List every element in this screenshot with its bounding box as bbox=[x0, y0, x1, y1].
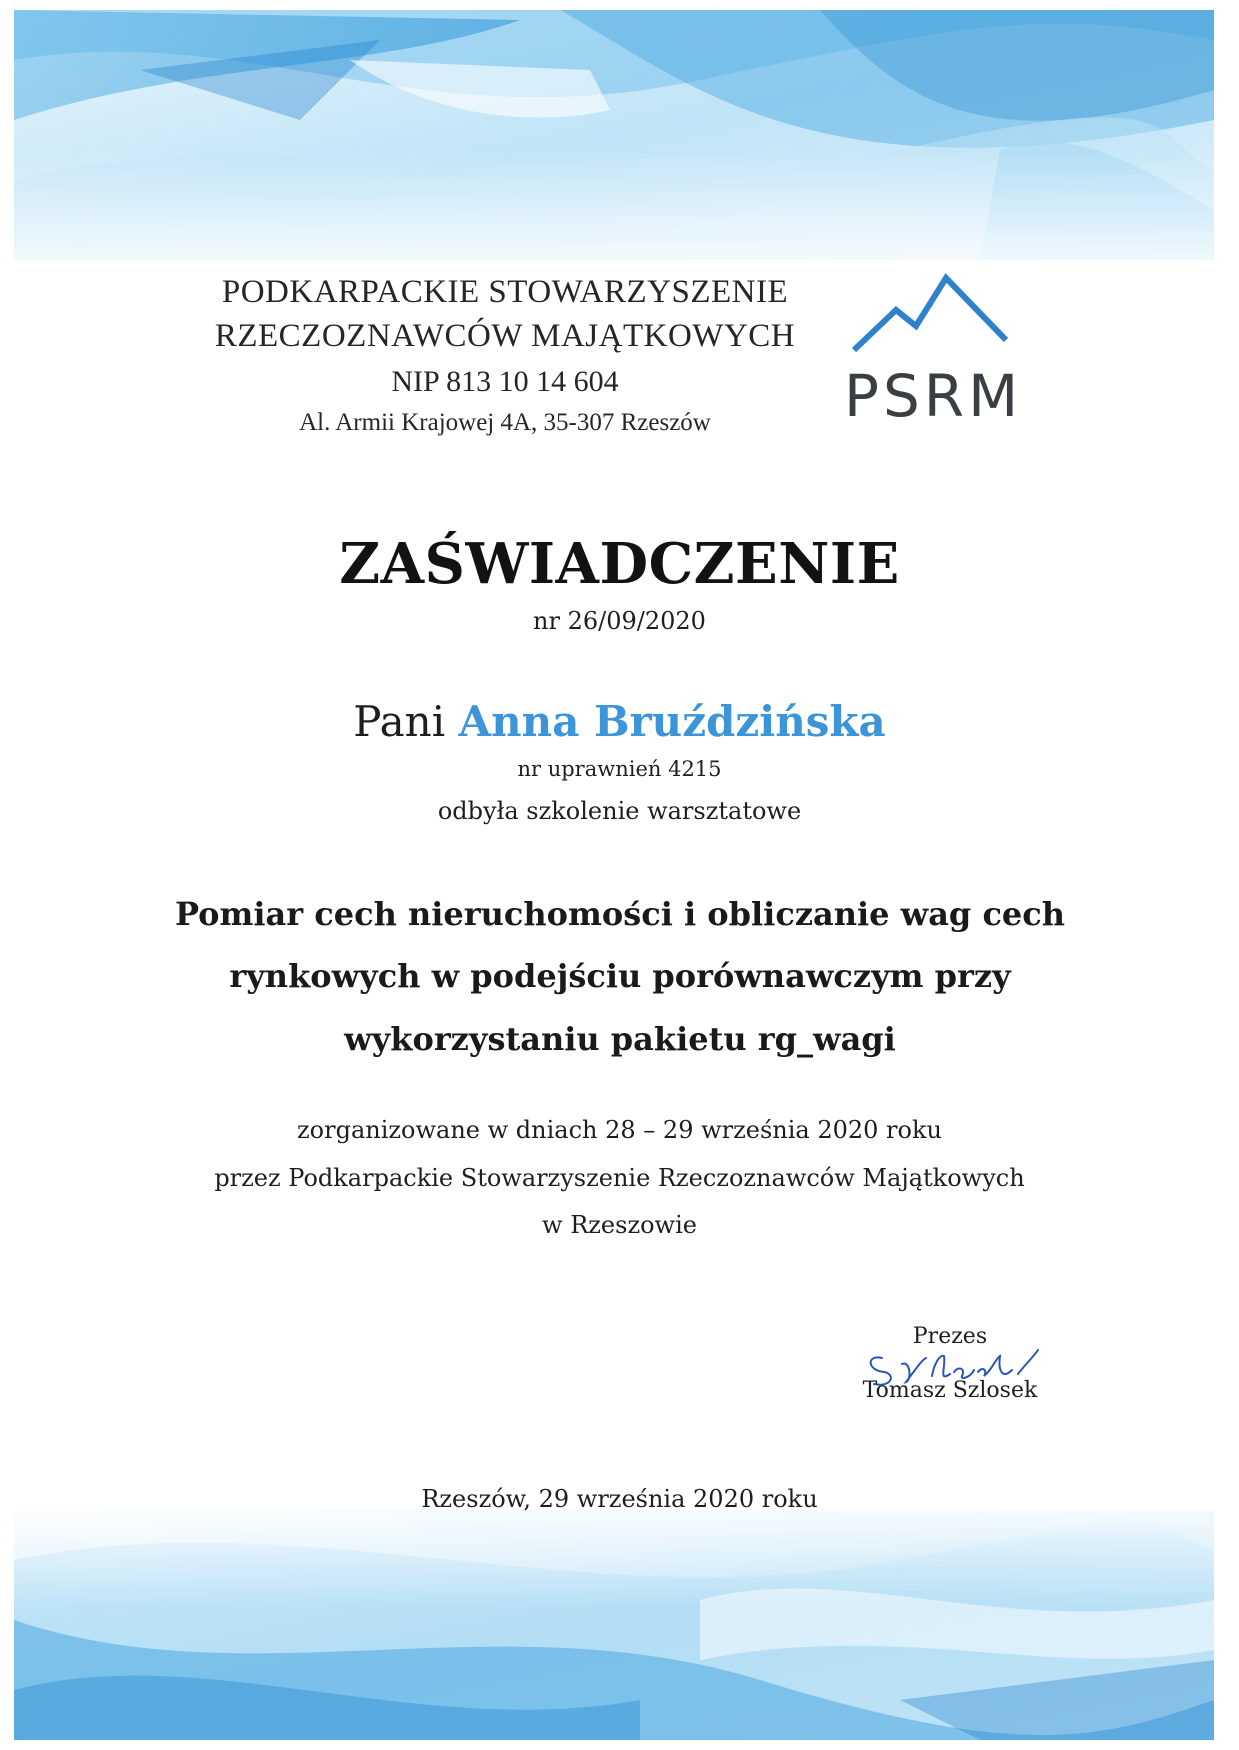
organized-line1: zorganizowane w dniach 28 – 29 września 2020 roku bbox=[297, 1116, 942, 1144]
organization-nip: NIP 813 10 14 604 bbox=[391, 365, 619, 398]
recipient-salutation: Pani bbox=[353, 697, 446, 746]
certificate-number: nr 26/09/2020 bbox=[533, 607, 706, 635]
logo-text: PSRM bbox=[844, 362, 1023, 428]
signer-role: Prezes bbox=[912, 1324, 988, 1349]
certificate-title: ZAŚWIADCZENIE bbox=[339, 531, 900, 597]
psrm-logo bbox=[838, 268, 1038, 428]
course-title-line1: Pomiar cech nieruchomości i obliczanie wag cech bbox=[174, 895, 1066, 933]
recipient-line bbox=[0, 697, 1239, 746]
organized-line3: w Rzeszowie bbox=[542, 1211, 697, 1239]
place-and-date: Rzeszów, 29 września 2020 roku bbox=[421, 1485, 818, 1513]
organization-name-line2: RZECZOZNAWCÓW MAJĄTKOWYCH bbox=[214, 318, 796, 354]
recipient-name: Anna Bruździńska bbox=[458, 697, 886, 746]
organized-line2: przez Podkarpackie Stowarzyszenie Rzeczoznawców Majątkowych bbox=[214, 1164, 1025, 1192]
signer-name: Tomasz Szlosek bbox=[862, 1378, 1038, 1403]
course-title-line2: rynkowych w podejściu porównawczym przy bbox=[229, 957, 1011, 995]
completion-statement: odbyła szkolenie warsztatowe bbox=[437, 797, 802, 825]
mountain-icon bbox=[854, 278, 1006, 350]
course-title-line3: wykorzystaniu pakietu rg_wagi bbox=[344, 1020, 896, 1058]
organization-address: Al. Armii Krajowej 4A, 35-307 Rzeszów bbox=[299, 409, 711, 436]
organization-name-line1: PODKARPACKIE STOWARZYSZENIE bbox=[221, 274, 789, 310]
recipient-licence: nr uprawnień 4215 bbox=[517, 757, 722, 781]
